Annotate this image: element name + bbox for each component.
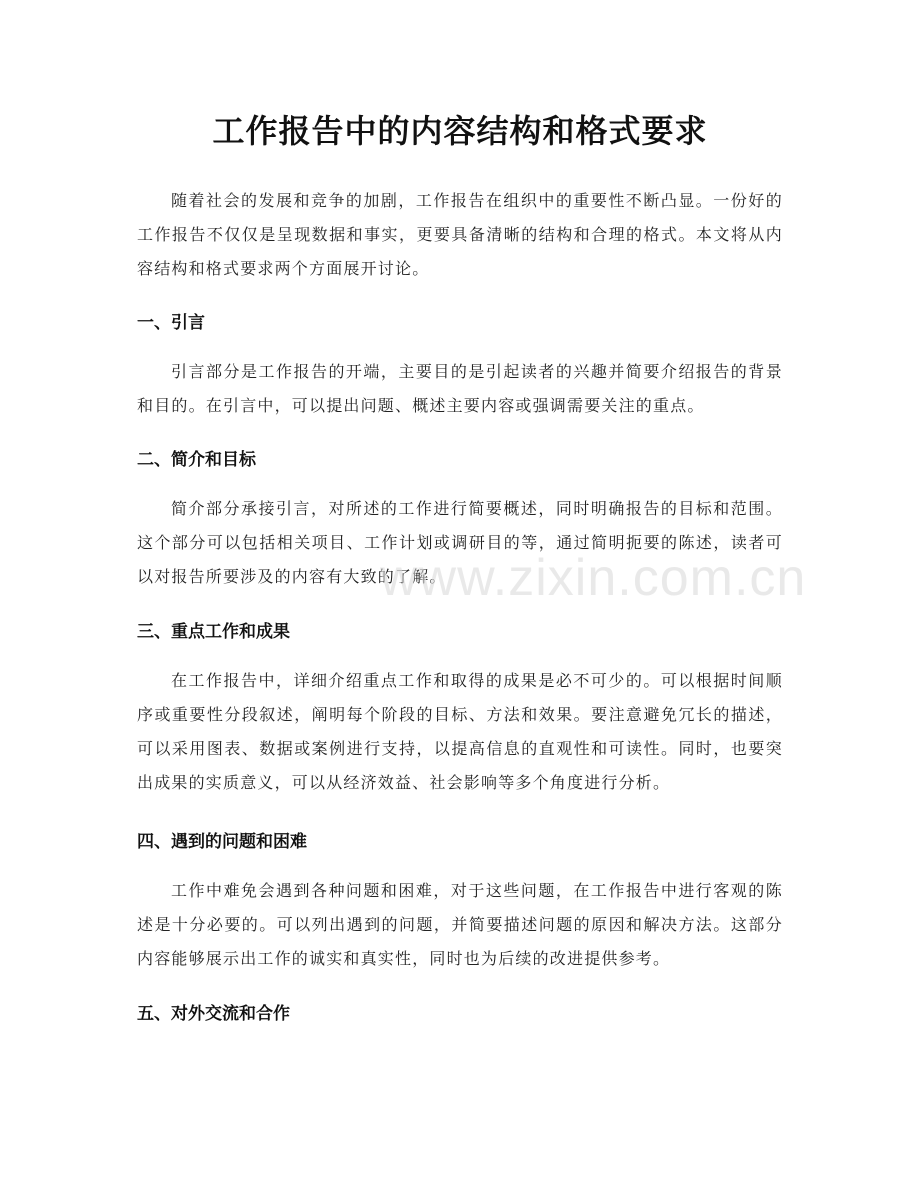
section-body-problems: 工作中难免会遇到各种问题和困难，对于这些问题，在工作报告中进行客观的陈述是十分必要的。可以列出遇到的问题，并简要描述问题的原因和解决方法。这部分内容能够展示出工作的诚实和真实性，同时也为后续的改进提供参考。 — [137, 881, 783, 968]
section-heading-key-work: 三、重点工作和成果 — [137, 622, 290, 642]
section-heading-problems: 四、遇到的问题和困难 — [137, 832, 307, 852]
section-body-introduction: 引言部分是工作报告的开端，主要目的是引起读者的兴趣并简要介绍报告的背景和目的。在引言中，可以提出问题、概述主要内容或强调需要关注的重点。 — [137, 362, 783, 415]
intro-paragraph: 随着社会的发展和竞争的加剧，工作报告在组织中的重要性不断凸显。一份好的工作报告不仅仅是呈现数据和事实，更要具备清晰的结构和合理的格式。本文将从内容结构和格式要求两个方面展开讨论。 — [137, 191, 783, 278]
section-heading-cooperation: 五、对外交流和合作 — [137, 1004, 290, 1024]
section-body-key-work: 在工作报告中，详细介绍重点工作和取得的成果是必不可少的。可以根据时间顺序或重要性分段叙述，阐明每个阶段的目标、方法和效果。要注意避免冗长的描述，可以采用图表、数据或案例进行支持，以提高信息的直观性和可读性。同时，也要突出成果的实质意义，可以从经济效益、社会影响等多个角度进行分析。 — [137, 671, 783, 792]
watermark: www.zixin.com.cn — [380, 549, 807, 607]
section-heading-overview: 二、简介和目标 — [137, 450, 256, 470]
document-title: 工作报告中的内容结构和格式要求 — [212, 112, 708, 150]
section-body-overview: 简介部分承接引言，对所述的工作进行简要概述，同时明确报告的目标和范围。这个部分可以包括相关项目、工作计划或调研目的等，通过简明扼要的陈述，读者可以对报告所要涉及的内容有大致的了解。 — [137, 499, 783, 586]
section-heading-introduction: 一、引言 — [137, 313, 205, 333]
